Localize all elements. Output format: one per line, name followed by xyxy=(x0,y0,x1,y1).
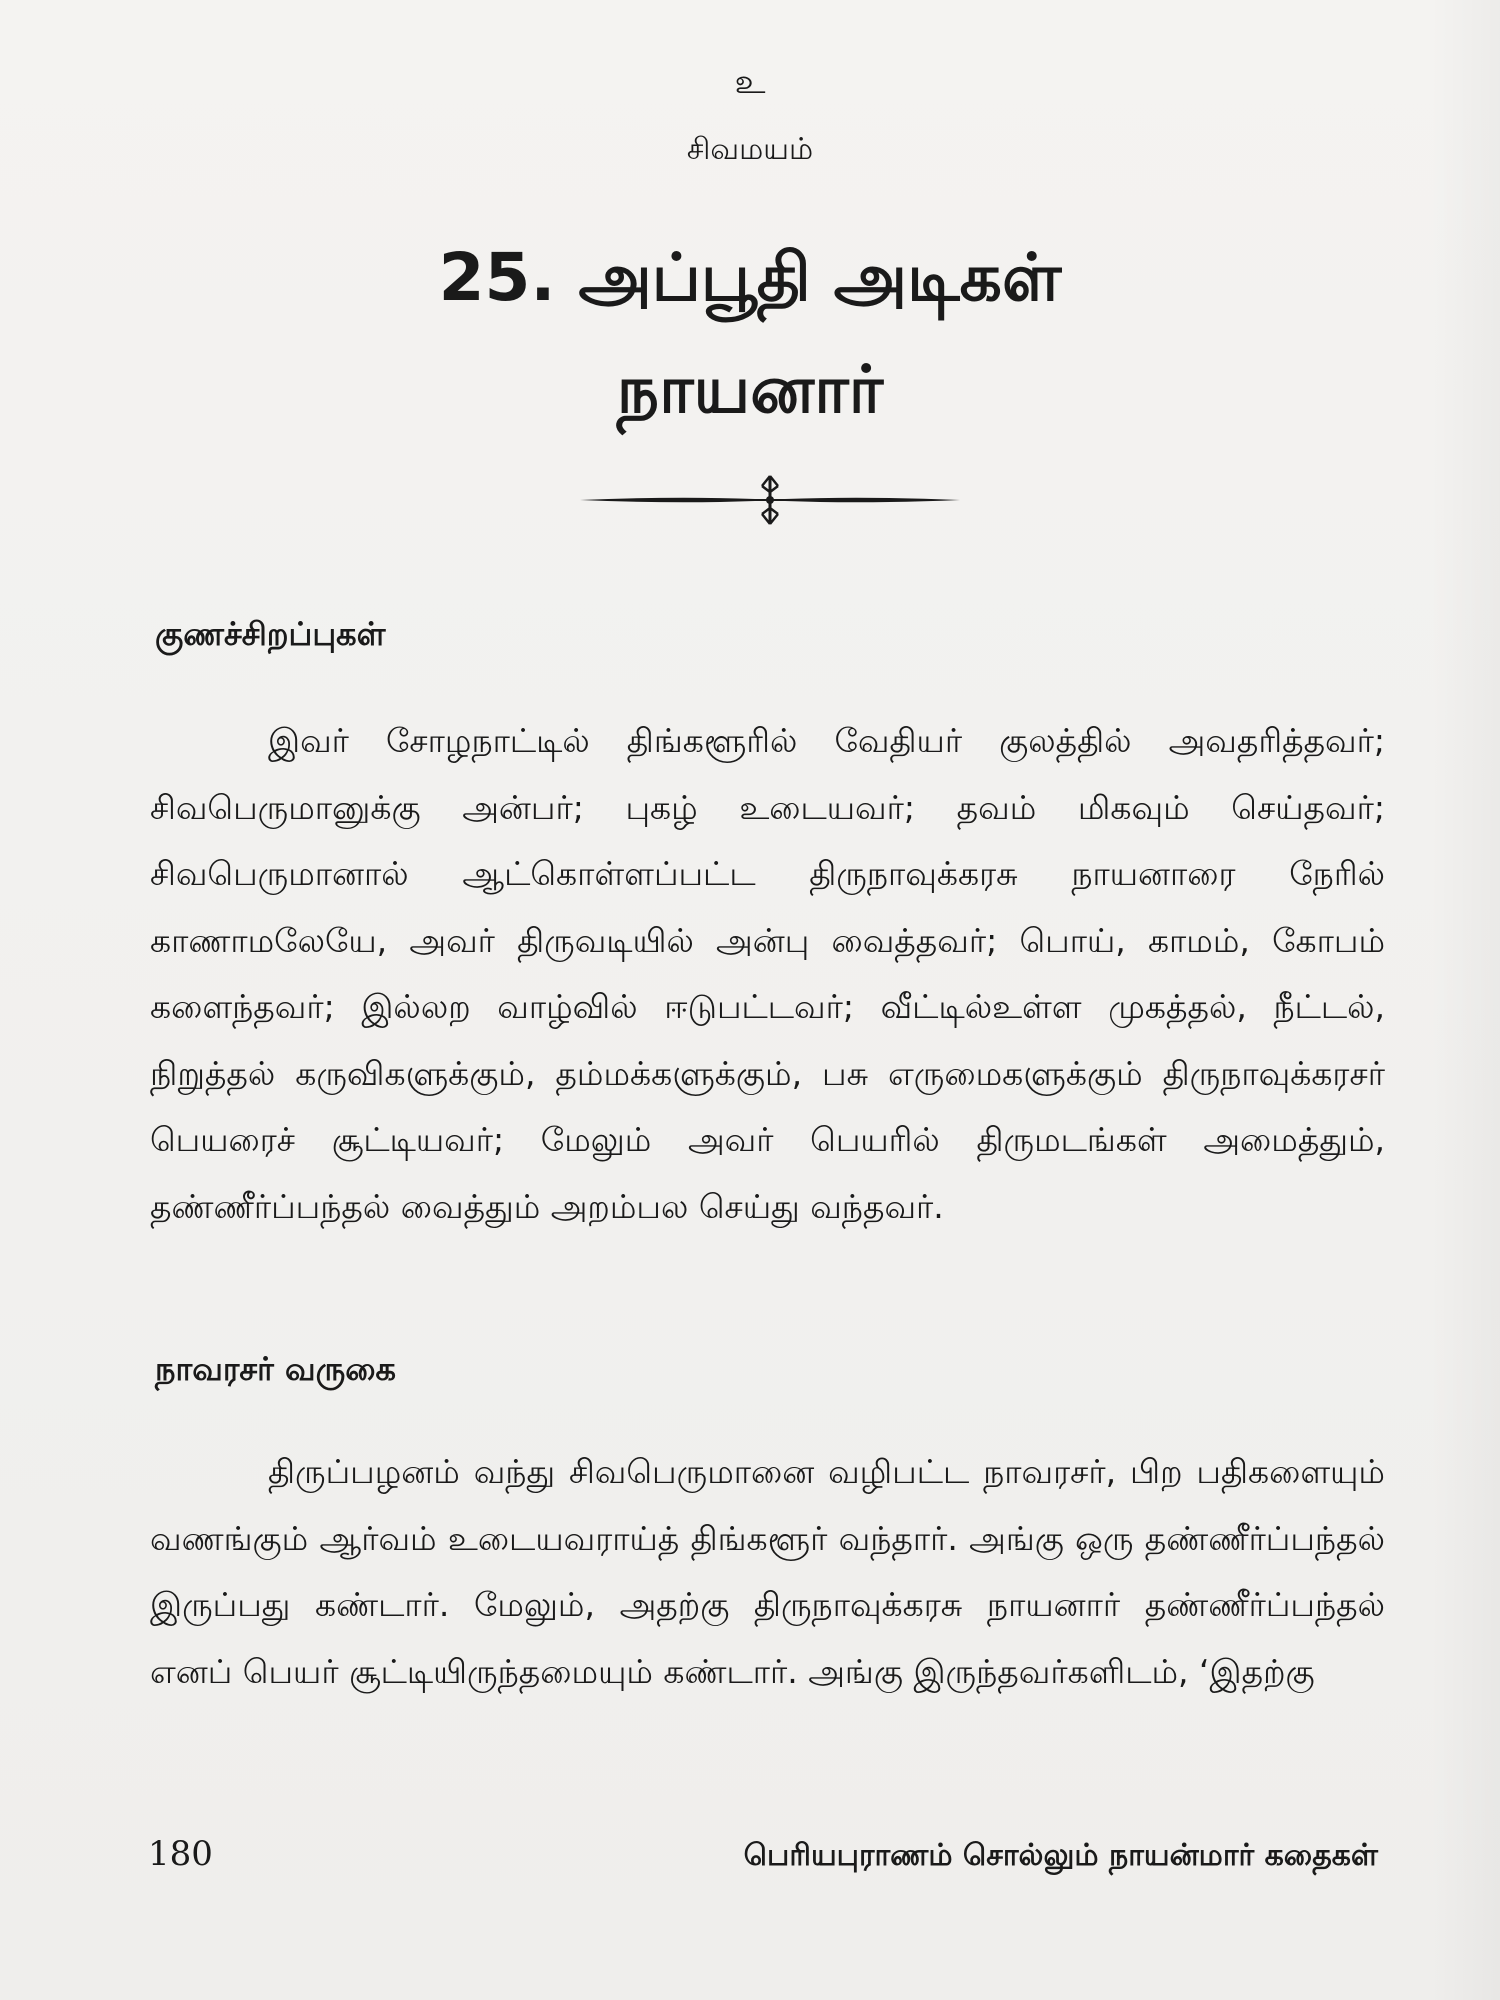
page-edge-shadow xyxy=(1430,0,1500,2000)
title-ornament-divider xyxy=(580,470,960,530)
chapter-title-line-2: நாயனார் xyxy=(616,351,884,428)
invocation-mark: உ xyxy=(734,62,766,102)
paragraph-arrival: திருப்பழனம் வந்து சிவபெருமானை வழிபட்ட நாவரசர், பிற பதிகளையும் வணங்கும் ஆர்வம் உடையவராய்த் திங்களூர் வந்தார். அங்கு ஒரு தண்ணீர்ப்பந்தல் இருப்பது கண்டார். மேலும், அதற்கு திருநாவுக்கரசு நாயனார் தண்ணீர்ப்பந்தல் எனப் பெயர் சூட்டியிருந்தமையும் கண்டார். அங்கு இருந்தவர்களிடம், ‘இதற்கு xyxy=(150,1452,1385,1691)
invocation-text: சிவமயம் xyxy=(686,132,814,167)
paragraph-qualities: இவர் சோழநாட்டில் திங்களூரில் வேதியர் குலத்தில் அவதரித்தவர்; சிவபெருமானுக்கு அன்பர்; புகழ் உடையவர்; தவம் மிகவும் செய்தவர்; சிவபெருமானால் ஆட்கொள்ளப்பட்ட திருநாவுக்கரசு நாயனாரை நேரில் காணாமலேயே, அவர் திருவடியில் அன்பு வைத்தவர்; பொய், காமம், கோபம் களைந்தவர்; இல்லற வாழ்வில் ஈடுபட்டவர்; வீட்டில்உள்ள முகத்தல், நீட்டல், நிறுத்தல் கருவிகளுக்கும், தம்மக்களுக்கும், பசு எருமைகளுக்கும் திருநாவுக்கரசர் பெயரைச் சூட்டியவர்; மேலும் அவர் பெயரில் திருமடங்கள் அமைத்தும், தண்ணீர்ப்பந்தல் வைத்தும் அறம்பல செய்து வந்தவர். xyxy=(150,721,1385,1226)
chapter-title-line-1: 25. அப்பூதி அடிகள் xyxy=(438,239,1062,316)
running-footer-title: பெரியபுராணம் சொல்லும் நாயன்மார் கதைகள் xyxy=(743,1838,1378,1873)
page-number: 180 xyxy=(148,1834,213,1874)
section-heading-arrival: நாவரசர் வருகை xyxy=(155,1350,397,1388)
section-heading-qualities: குணச்சிறப்புகள் xyxy=(155,615,386,653)
